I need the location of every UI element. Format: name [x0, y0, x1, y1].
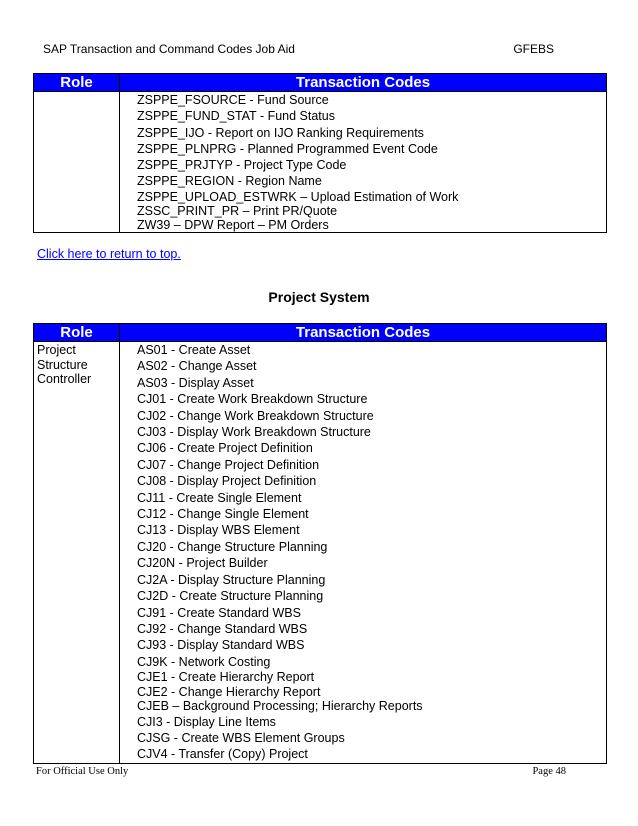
codes-cell [120, 342, 607, 764]
codes-cell [120, 92, 607, 233]
section-title: Project System [268, 289, 370, 305]
code-item: AS01 - Create Asset [137, 343, 251, 357]
code-item: AS03 - Display Asset [137, 375, 254, 390]
return-to-top-link[interactable]: Click here to return to top. [37, 247, 181, 261]
code-item: ZSPPE_FSOURCE - Fund Source [137, 93, 329, 107]
code-item: ZSPPE_REGION - Region Name [137, 174, 322, 189]
code-item: CJ20 - Change Structure Planning [137, 539, 328, 554]
code-item: CJ20N - Project Builder [137, 556, 268, 571]
page-header-system: GFEBS [513, 42, 554, 56]
code-item: CJE1 - Create Hierarchy Report [137, 670, 315, 685]
role-column-header: Role [34, 324, 120, 342]
role-line: Structure [37, 357, 88, 372]
code-item: ZSPPE_PRJTYP - Project Type Code [137, 158, 347, 173]
codes-column-header: Transaction Codes [120, 74, 607, 92]
table-header-row [34, 324, 607, 342]
code-item: CJ02 - Change Work Breakdown Structure [137, 408, 374, 423]
code-item: ZSPPE_FUND_STAT - Fund Status [137, 109, 335, 124]
footer-divider [33, 763, 607, 764]
code-item: ZSSC_PRINT_PR – Print PR/Quote [137, 203, 338, 218]
code-item: CJI3 - Display Line Items [137, 714, 276, 729]
role-cell [34, 342, 120, 764]
code-item: CJSG - Create WBS Element Groups [137, 731, 345, 746]
transaction-codes-table-1 [33, 73, 607, 233]
code-item: ZSPPE_UPLOAD_ESTWRK – Upload Estimation of Work [137, 189, 459, 204]
code-item: CJ12 - Change Single Element [137, 507, 309, 522]
code-item: CJV4 - Transfer (Copy) Project [137, 747, 308, 762]
code-item: ZSPPE_PLNPRG - Planned Programmed Event Code [137, 141, 438, 156]
footer-classification: For Official Use Only [36, 766, 129, 777]
code-item: ZSPPE_IJO - Report on IJO Ranking Requirements [137, 125, 424, 140]
code-item: CJ03 - Display Work Breakdown Structure [137, 425, 371, 440]
code-item: ZW39 – DPW Report – PM Orders [137, 218, 329, 233]
code-item: CJEB – Background Processing; Hierarchy Reports [137, 699, 423, 714]
role-line: Controller [37, 372, 92, 386]
code-item: CJE2 - Change Hierarchy Report [137, 684, 321, 699]
code-item: CJ08 - Display Project Definition [137, 474, 317, 489]
role-line: Project [37, 343, 76, 357]
code-item: AS02 - Change Asset [137, 359, 257, 374]
code-item: CJ2D - Create Structure Planning [137, 589, 324, 604]
code-item: CJ01 - Create Work Breakdown Structure [137, 392, 368, 407]
code-item: CJ91 - Create Standard WBS [137, 605, 301, 620]
page-number: Page 48 [532, 766, 566, 777]
code-item: CJ11 - Create Single Element [137, 490, 302, 505]
table-row [34, 342, 607, 764]
role-column-header: Role [34, 74, 120, 92]
table-header-row [34, 74, 607, 92]
code-item: CJ9K - Network Costing [137, 654, 271, 669]
code-item: CJ92 - Change Standard WBS [137, 621, 308, 636]
code-item: CJ93 - Display Standard WBS [137, 638, 305, 653]
page-header-title: SAP Transaction and Command Codes Job Aid [43, 42, 295, 56]
table-row [34, 92, 607, 233]
code-item: CJ07 - Change Project Definition [137, 457, 320, 472]
code-item: CJ06 - Create Project Definition [137, 441, 313, 456]
code-item: CJ13 - Display WBS Element [137, 523, 300, 538]
role-cell [34, 92, 120, 233]
transaction-codes-table-2 [33, 323, 607, 764]
codes-column-header: Transaction Codes [120, 324, 607, 342]
code-item: CJ2A - Display Structure Planning [137, 572, 326, 587]
